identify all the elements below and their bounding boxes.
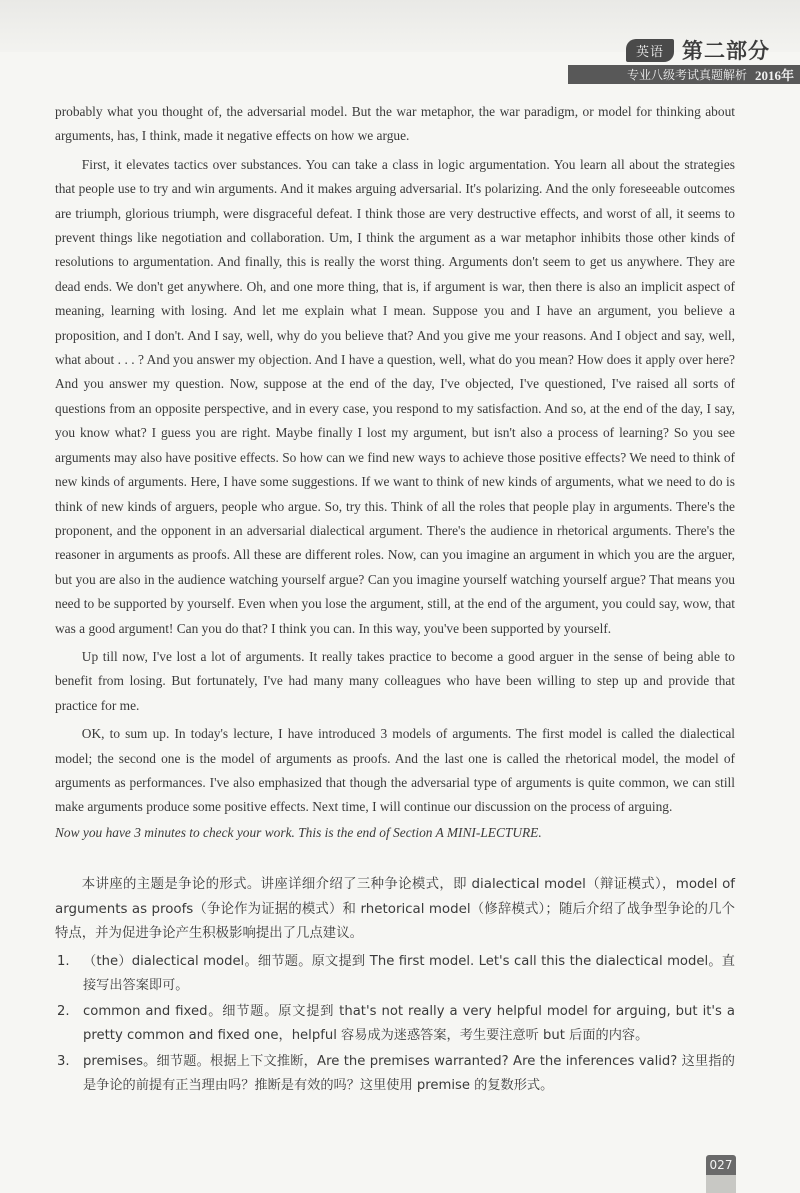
transcript-paragraph: OK, to sum up. In today's lecture, I have introduced 3 models of arguments. The first model is called the dialectical model; the second one is the model of arguments as proofs. And the last one is called the rhetorical model, the model of arguments as performances. I've also emphasized that though the adversarial type of arguments is quite common, we can still make arguments produce some positive effects. Next time, I will continue our discussion on the process of arguing. — [55, 726, 735, 815]
answer-list — [55, 950, 735, 1098]
section-end-note: Now you have 3 minutes to check your work. This is the end of Section A MINI-LECTURE. — [55, 824, 542, 840]
lang-badge: 英语 — [626, 39, 674, 62]
answer-text: common and fixed。细节题。原文提到 that's not really a very helpful model for arguing, but it's a pretty common and fixed one，helpful 容易成为迷惑答案，考生要注意听 but 后面的内容。 — [83, 1004, 735, 1044]
page-number: 027 — [706, 1155, 736, 1175]
part-title: 第二部分 — [682, 39, 770, 63]
answer-number: 3. — [57, 1054, 70, 1070]
running-header — [568, 38, 800, 88]
transcript-paragraph: Up till now, I've lost a lot of arguments. It really takes practice to become a good arguer in the sense of being able to benefit from losing. But fortunately, I've had many many colleagues who have been willing to step up and provide that practice for me. — [55, 648, 735, 713]
page-number-tab — [706, 1175, 736, 1193]
header-title-row — [626, 38, 770, 62]
header-year: 2016年 — [754, 68, 794, 83]
answer-item — [55, 950, 735, 998]
header-subtitle: 专业八级考试真题解析 — [626, 68, 747, 82]
page-content — [55, 100, 735, 1100]
transcript-paragraph: probably what you thought of, the adversarial model. But the war metaphor, the war paradigm, or model for thinking about arguments, has, I think, made it negative effects on how we argue. — [55, 104, 735, 144]
answer-number: 1. — [57, 954, 70, 970]
answer-text: （the）dialectical model。细节题。原文提到 The first model. Let's call this the dialectical model。直接写出答案即可。 — [83, 954, 735, 994]
transcript-paragraph: First, it elevates tactics over substances. You can take a class in logic argumentation. You learn all about the strategies that people use to try and win arguments. And it makes arguing adversarial. It's polarizing. And the only foreseeable outcomes are triumph, glorious triumph, were disgraceful defeat. I think those are very destructive effects, and worst of all, it seems to prevent things like negotiation and collaboration. Um, I think the argument as a war metaphor inhibits those other kinds of resolutions to argumentation. And finally, this is really the worst thing. Arguments don't seem to get us anywhere. They are dead ends. We don't get anywhere. Oh, and one more thing, that is, if argument is war, then there is also an implicit aspect of meaning, learning with losing. And let me explain what I mean. Suppose you and I have an argument, you believe a proposition, and I don't. And I say, well, why do you believe that? And you give me your reasons. And I object and say, well, what about . . . ? And you answer my objection. And I have a question, well, what do you mean? How does it apply over here? And you answer my question. Now, suppose at the end of the day, I've objected, I've questioned, I've raised all sorts of questions from an opposite perspective, and in every case, you respond to my satisfaction. And so, at the end of the day, I say, you know what? I guess you are right. Maybe finally I lost my argument, but isn't also a process of learning? So you see arguments may also have positive effects. So how can we find new ways to achieve those positive effects? We need to think of new kinds of arguments. Here, I have some suggestions. If we want to think of new kinds of arguments, what we need to do is think of new kinds of arguers, people who argue. So, try this. Think of all the roles that people play in arguments. There's the proponent, and the opponent in an adversarial dialectical argument. There's the audience in rhetorical arguments. There's the reasoner in arguments as proofs. All these are different roles. Now, can you imagine an argument in which you are the arguer, but you are also in the audience watching yourself argue? Can you imagine yourself watching yourself argue? That means you need to be supported by yourself. Even when you lose the argument, still, at the end of the argument, you could say, wow, that was a good argument! Can you do that? I think you can. In this way, you've been supported by yourself. — [55, 156, 735, 636]
answer-text: premises。细节题。根据上下文推断，Are the premises warranted? Are the inferences valid? 这里指的是争论的前提有正当理由吗？推断是有效的吗？这里使用 premise 的复数形式。 — [83, 1054, 735, 1094]
header-subtitle-bar — [568, 65, 800, 84]
answer-item — [55, 1050, 735, 1098]
answer-number: 2. — [57, 1004, 70, 1020]
answer-item — [55, 1000, 735, 1048]
analysis-summary: 本讲座的主题是争论的形式。讲座详细介绍了三种争论模式，即 dialectical model（辩证模式），model of arguments as proofs（争论作为证据的模式）和 rhetorical model（修辞模式）；随后介绍了战争型争论的几个特点，并为促进争论产生积极影响提出了几点建议。 — [55, 877, 735, 941]
